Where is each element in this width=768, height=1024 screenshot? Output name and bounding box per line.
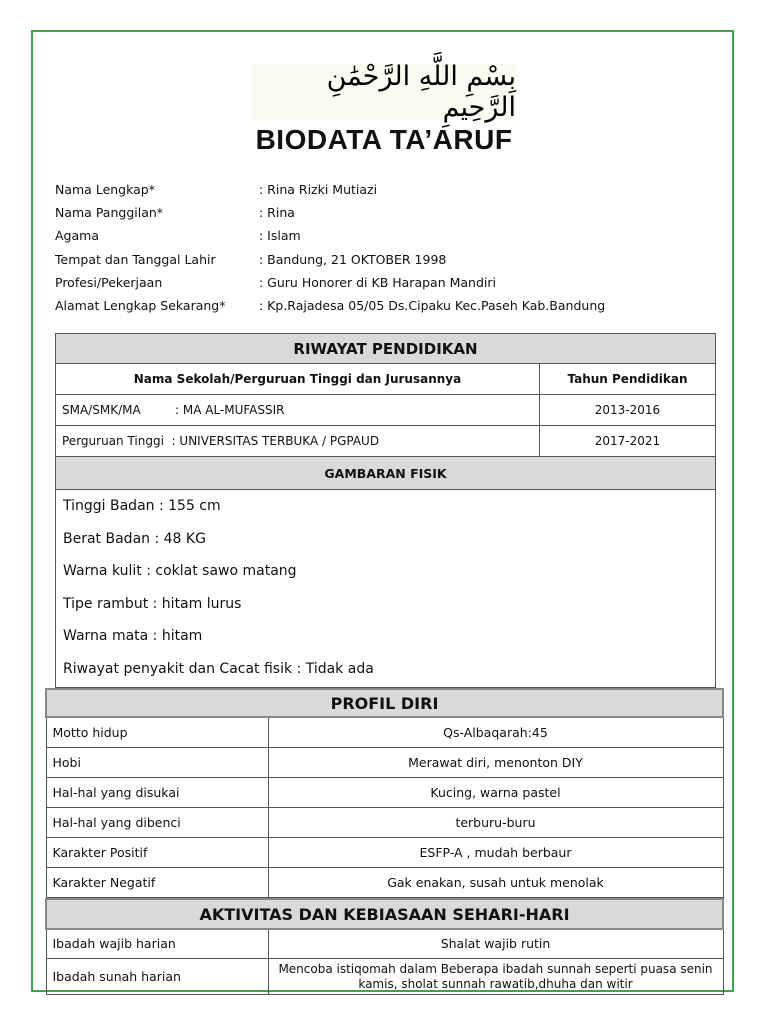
biodata-label: Tempat dan Tanggal Lahir bbox=[55, 252, 216, 267]
biodata-label: Agama bbox=[55, 228, 99, 243]
profile-key: Hal-hal yang dibenci bbox=[46, 808, 268, 838]
profile-table bbox=[45, 688, 724, 898]
biodata-value: : Guru Honorer di KB Harapan Mandiri bbox=[259, 275, 496, 290]
profile-value: Kucing, warna pastel bbox=[268, 778, 723, 808]
year-cell: 2013-2016 bbox=[540, 395, 716, 426]
profile-value: Gak enakan, susah untuk menolak bbox=[268, 868, 723, 898]
physical-line: Warna mata : hitam bbox=[63, 628, 203, 645]
profile-value: Qs-Albaqarah:45 bbox=[268, 717, 723, 748]
biodata-value: : Rina bbox=[259, 205, 295, 220]
profile-value: terburu-buru bbox=[268, 808, 723, 838]
basmala-calligraphy: بِسْمِ اللَّهِ الرَّحْمَٰنِ الرَّحِيمِ bbox=[252, 64, 516, 120]
table-row bbox=[56, 426, 716, 457]
profile-value: ESFP-A , mudah berbaur bbox=[268, 838, 723, 868]
year-cell: 2017-2021 bbox=[540, 426, 716, 457]
physical-details bbox=[56, 490, 716, 688]
biodata-value: : Kp.Rajadesa 05/05 Ds.Cipaku Kec.Paseh Kab.Bandung bbox=[259, 298, 606, 313]
profile-key: Hobi bbox=[46, 748, 268, 778]
activities-table bbox=[45, 898, 724, 995]
profile-value: Merawat diri, menonton DIY bbox=[268, 748, 723, 778]
table-row bbox=[46, 868, 723, 898]
biodata-value: : Rina Rizki Mutiazi bbox=[259, 182, 378, 197]
biodata-value: : Bandung, 21 OKTOBER 1998 bbox=[259, 252, 447, 267]
biodata-label: Alamat Lengkap Sekarang* bbox=[55, 298, 226, 313]
table-row bbox=[46, 929, 723, 958]
table-row bbox=[46, 717, 723, 748]
col-header-year: Tahun Pendidikan bbox=[540, 364, 716, 395]
school-cell: Perguruan Tinggi : UNIVERSITAS TERBUKA / PGPAUD bbox=[56, 426, 540, 457]
profile-key: Hal-hal yang disukai bbox=[46, 778, 268, 808]
activity-value: Mencoba istiqomah dalam Beberapa ibadah sunnah seperti puasa senin kamis, sholat sunnah rawatib,dhuha dan witir bbox=[268, 958, 723, 994]
table-row bbox=[46, 748, 723, 778]
physical-section-title: GAMBARAN FISIK bbox=[56, 457, 716, 490]
physical-line: Berat Badan : 48 KG bbox=[63, 530, 206, 547]
activity-value: Shalat wajib rutin bbox=[268, 929, 723, 958]
activity-key: Ibadah wajib harian bbox=[46, 929, 268, 958]
col-header-school: Nama Sekolah/Perguruan Tinggi dan Jurusannya bbox=[56, 364, 540, 395]
biodata-value: : Islam bbox=[259, 228, 301, 243]
table-row bbox=[56, 395, 716, 426]
education-section-title: RIWAYAT PENDIDIKAN bbox=[56, 334, 716, 364]
school-cell: SMA/SMK/MA : MA AL-MUFASSIR bbox=[56, 395, 540, 426]
table-row bbox=[46, 808, 723, 838]
table-row bbox=[46, 778, 723, 808]
physical-line: Tipe rambut : hitam lurus bbox=[63, 595, 242, 612]
profile-key: Motto hidup bbox=[46, 717, 268, 748]
activity-key: Ibadah sunah harian bbox=[46, 958, 268, 994]
profile-section-title: PROFIL DIRI bbox=[46, 689, 723, 717]
profile-key: Karakter Positif bbox=[46, 838, 268, 868]
activities-section-title: AKTIVITAS DAN KEBIASAAN SEHARI-HARI bbox=[46, 899, 723, 929]
page-title: BIODATA TA’ARUF bbox=[255, 124, 513, 155]
biodata-label: Nama Panggilan* bbox=[55, 205, 164, 220]
biodata-label: Profesi/Pekerjaan bbox=[55, 275, 163, 290]
education-physical-table bbox=[55, 333, 716, 688]
physical-line: Warna kulit : coklat sawo matang bbox=[63, 563, 297, 580]
table-row bbox=[46, 958, 723, 994]
table-row bbox=[46, 838, 723, 868]
biodata-label: Nama Lengkap* bbox=[55, 182, 155, 197]
physical-line: Riwayat penyakit dan Cacat fisik : Tidak ada bbox=[63, 660, 374, 677]
physical-line: Tinggi Badan : 155 cm bbox=[63, 498, 221, 514]
profile-key: Karakter Negatif bbox=[46, 868, 268, 898]
